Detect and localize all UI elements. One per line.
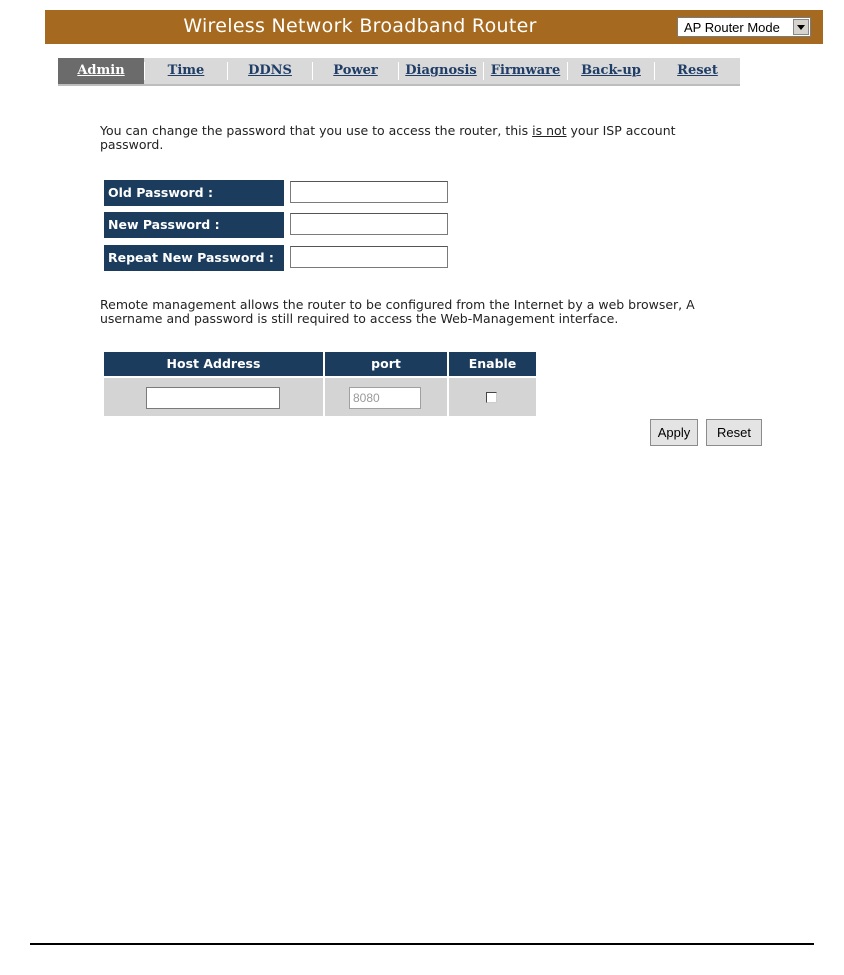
tab-power[interactable]: Power: [333, 63, 378, 78]
password-intro-text-end: your ISP account: [566, 123, 676, 138]
repeat-password-input[interactable]: [290, 246, 448, 268]
old-password-label: Old Password :: [104, 180, 284, 206]
mode-select[interactable]: [677, 17, 811, 37]
password-intro: [100, 124, 780, 152]
remote-intro: [100, 298, 790, 326]
password-intro-text: You can change the password that you use to access the router, this: [100, 123, 533, 138]
port-input[interactable]: 8080: [349, 387, 421, 409]
new-password-label: New Password :: [104, 212, 284, 238]
password-intro-emphasis: is not: [532, 123, 567, 138]
page-title: Wireless Network Broadband Router: [183, 15, 537, 37]
tab-admin[interactable]: Admin: [58, 58, 144, 84]
tab-bar: [58, 58, 740, 86]
host-address-header: Host Address: [104, 352, 323, 376]
enable-checkbox[interactable]: [486, 392, 497, 403]
chevron-down-icon[interactable]: [793, 19, 809, 35]
tab-backup[interactable]: Back-up: [581, 63, 641, 78]
tab-ddns[interactable]: DDNS: [248, 63, 292, 78]
repeat-password-label: Repeat New Password :: [104, 245, 284, 271]
apply-button[interactable]: Apply: [650, 419, 698, 446]
new-password-input[interactable]: [290, 213, 448, 235]
remote-intro-line1: Remote management allows the router to be configured from the Internet by a web browser, A: [100, 297, 695, 312]
tab-firmware[interactable]: Firmware: [490, 63, 561, 78]
reset-button[interactable]: Reset: [706, 419, 762, 446]
header-bar: [45, 10, 823, 44]
old-password-input[interactable]: [290, 181, 448, 203]
tab-time[interactable]: Time: [167, 63, 205, 78]
mode-select-value: AP Router Mode: [684, 19, 780, 35]
host-address-input[interactable]: [146, 387, 280, 409]
tab-diagnosis[interactable]: Diagnosis: [405, 63, 477, 78]
enable-header: Enable: [449, 352, 536, 376]
bottom-divider: [30, 943, 814, 945]
remote-intro-line2: username and password is still required to access the Web-Management interface.: [100, 311, 619, 326]
tab-reset[interactable]: Reset: [677, 63, 718, 78]
port-header: port: [325, 352, 447, 376]
password-intro-line2: password.: [100, 137, 164, 152]
